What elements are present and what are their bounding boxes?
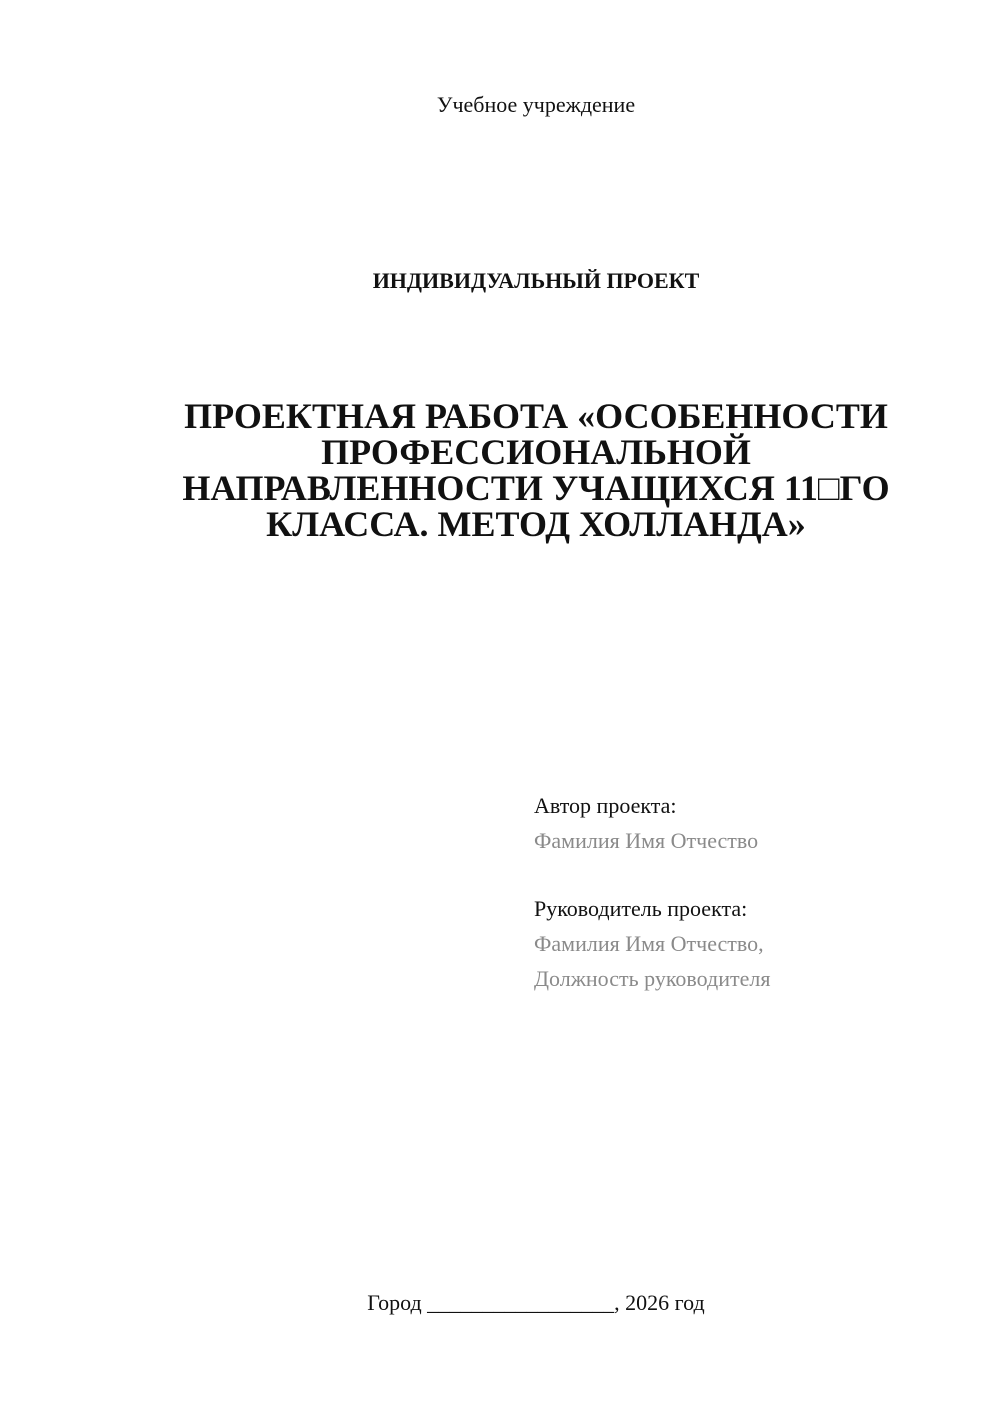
supervisor-name: Фамилия Имя Отчество, — [534, 931, 764, 956]
project-title-line: ПРОЕКТНАЯ РАБОТА «ОСОБЕННОСТИ — [184, 396, 888, 436]
credits-spacer — [534, 858, 974, 891]
supervisor-label: Руководитель проекта: — [534, 896, 748, 921]
author-label: Автор проекта: — [534, 793, 677, 818]
project-type-heading: ИНДИВИДУАЛЬНЫЙ ПРОЕКТ — [372, 268, 700, 293]
project-title-line: КЛАССА. МЕТОД ХОЛЛАНДА» — [266, 504, 806, 544]
author-name: Фамилия Имя Отчество — [534, 828, 759, 853]
institution-name: Учебное учреждение — [436, 92, 636, 117]
project-title — [140, 398, 932, 542]
project-title-line: НАПРАВЛЕННОСТИ УЧАЩИХСЯ 11□ГО — [182, 468, 890, 508]
supervisor-position: Должность руководителя — [534, 966, 771, 991]
project-title-line: ПРОФЕССИОНАЛЬНОЙ — [321, 432, 751, 472]
project-credits — [534, 788, 974, 996]
city-year-footer: Город _________________, 2026 год — [367, 1290, 705, 1315]
